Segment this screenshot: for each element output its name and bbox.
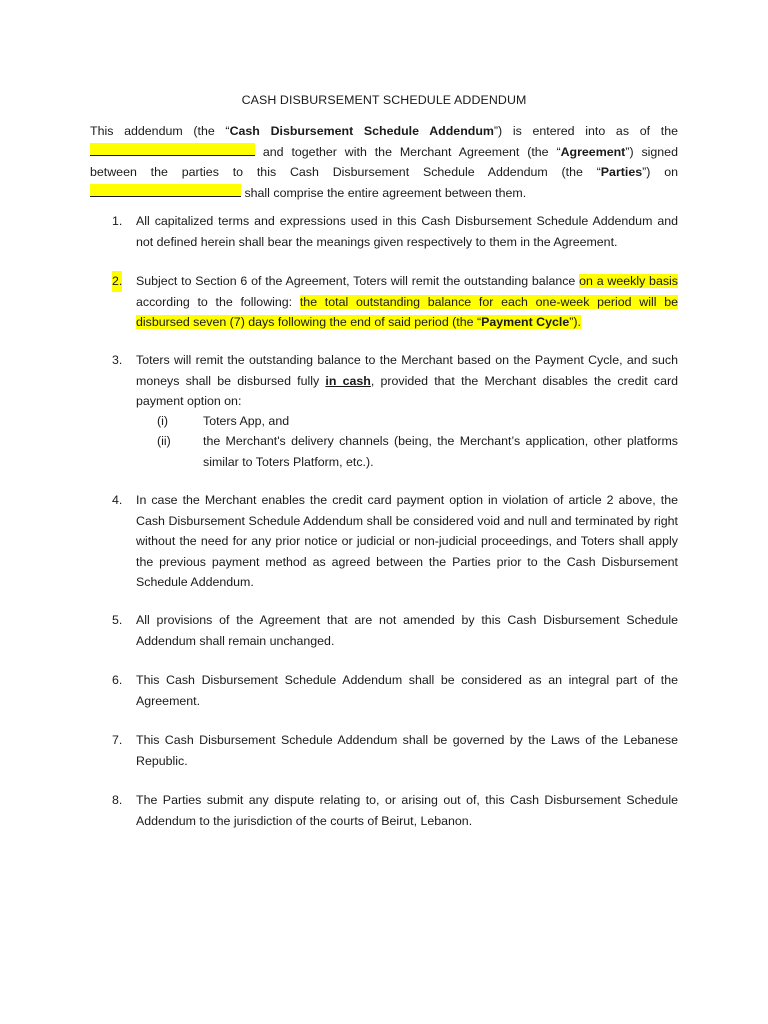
intro-text-6: shall comprise the entire agreement between them. — [244, 185, 527, 200]
item3-text-a: Toters will remit the outstanding balance to the Merchant based on the Payment Cycle, and such moneys shall be disbursed fully — [136, 353, 678, 388]
list-item-text: All provisions of the Agreement that are not amended by this Cash Disbursement Schedule Addendum shall remain unchanged. — [136, 613, 678, 648]
signature-date-blank-field[interactable] — [90, 184, 241, 197]
list-item-text — [136, 271, 678, 333]
list-item-text — [136, 350, 678, 412]
item3-text-c: , provided that the Merchant disables the credit card payment option on: — [136, 373, 678, 408]
list-item-number: 6. — [112, 673, 123, 687]
list-item-text: This Cash Disbursement Schedule Addendum shall be governed by the Laws of the Lebanese Republic. — [136, 733, 678, 768]
date-blank-field[interactable] — [90, 143, 255, 156]
list-item-text: In case the Merchant enables the credit card payment option in violation of article 2 above, the Cash Disbursement Schedule Addendum shall be considered void and null and terminated by right without the need for any prior notice or judicial or non-judicial proceedings, and Toters shall apply the previous payment method as agreed between the Parties prior to the Cash Disbursement Schedule Addendum. — [136, 493, 678, 589]
intro-text-3: and together with the Merchant Agreement (the “ — [262, 144, 561, 159]
list-item-number: 7. — [112, 733, 123, 747]
list-item-number: 8. — [112, 793, 123, 807]
list-item-number: 2. — [112, 271, 122, 292]
sub-list-item-text: the Merchant's delivery channels (being, the Merchant’s application, other platforms similar to Toters Platform, etc.). — [203, 434, 678, 469]
intro-text-1: This addendum (the “ — [90, 124, 230, 138]
item2-text-c: according to the following: — [136, 294, 300, 309]
intro-text-4: ”) signed between the parties to this Cash Disbursement Schedule Addendum (the “ — [90, 144, 678, 179]
sub-list-item-number: (i) — [157, 414, 169, 428]
intro-defined-term-agreement: Agreement — [560, 144, 626, 159]
sub-list-item-number: (ii) — [157, 434, 171, 448]
item2-defined-term-payment-cycle: Payment Cycle — [481, 315, 570, 329]
intro-text-5: ”) on — [642, 165, 678, 179]
list-item-text: This Cash Disbursement Schedule Addendum shall be considered as an integral part of the Agreement. — [136, 673, 678, 708]
sub-list-item-text: Toters App, and — [203, 414, 290, 428]
item2-text-a: Subject to Section 6 of the Agreement, Toters will remit the outstanding balance — [136, 274, 580, 288]
document-title: CASH DISBURSEMENT SCHEDULE ADDENDUM — [241, 93, 527, 107]
intro-defined-term-parties: Parties — [600, 165, 643, 179]
item2-highlight-weekly: on a weekly basis — [579, 274, 678, 288]
list-item-number: 3. — [112, 353, 123, 367]
intro-paragraph — [90, 121, 678, 203]
item2-text-f: ”). — [569, 315, 581, 329]
list-item-number: 1. — [112, 214, 123, 228]
list-item-text: All capitalized terms and expressions used in this Cash Disbursement Schedule Addendum and not defined herein shall bear the meanings given respectively to them in the Agreement. — [136, 214, 678, 249]
intro-text-2: ”) is entered into as of the — [493, 124, 678, 138]
item2-highlight-period: the total outstanding balance for each one-week period will be disbursed seven (7) days following the end of said period (the “ — [136, 294, 678, 329]
intro-defined-term-addendum: Cash Disbursement Schedule Addendum — [229, 124, 494, 138]
list-item-number: 4. — [112, 493, 123, 507]
list-item-text: The Parties submit any dispute relating to, or arising out of, this Cash Disbursement Schedule Addendum to the jurisdiction of the courts of Beirut, Lebanon. — [136, 793, 678, 828]
list-item-number: 5. — [112, 613, 123, 627]
item3-emphasis-in-cash: in cash — [325, 373, 371, 388]
